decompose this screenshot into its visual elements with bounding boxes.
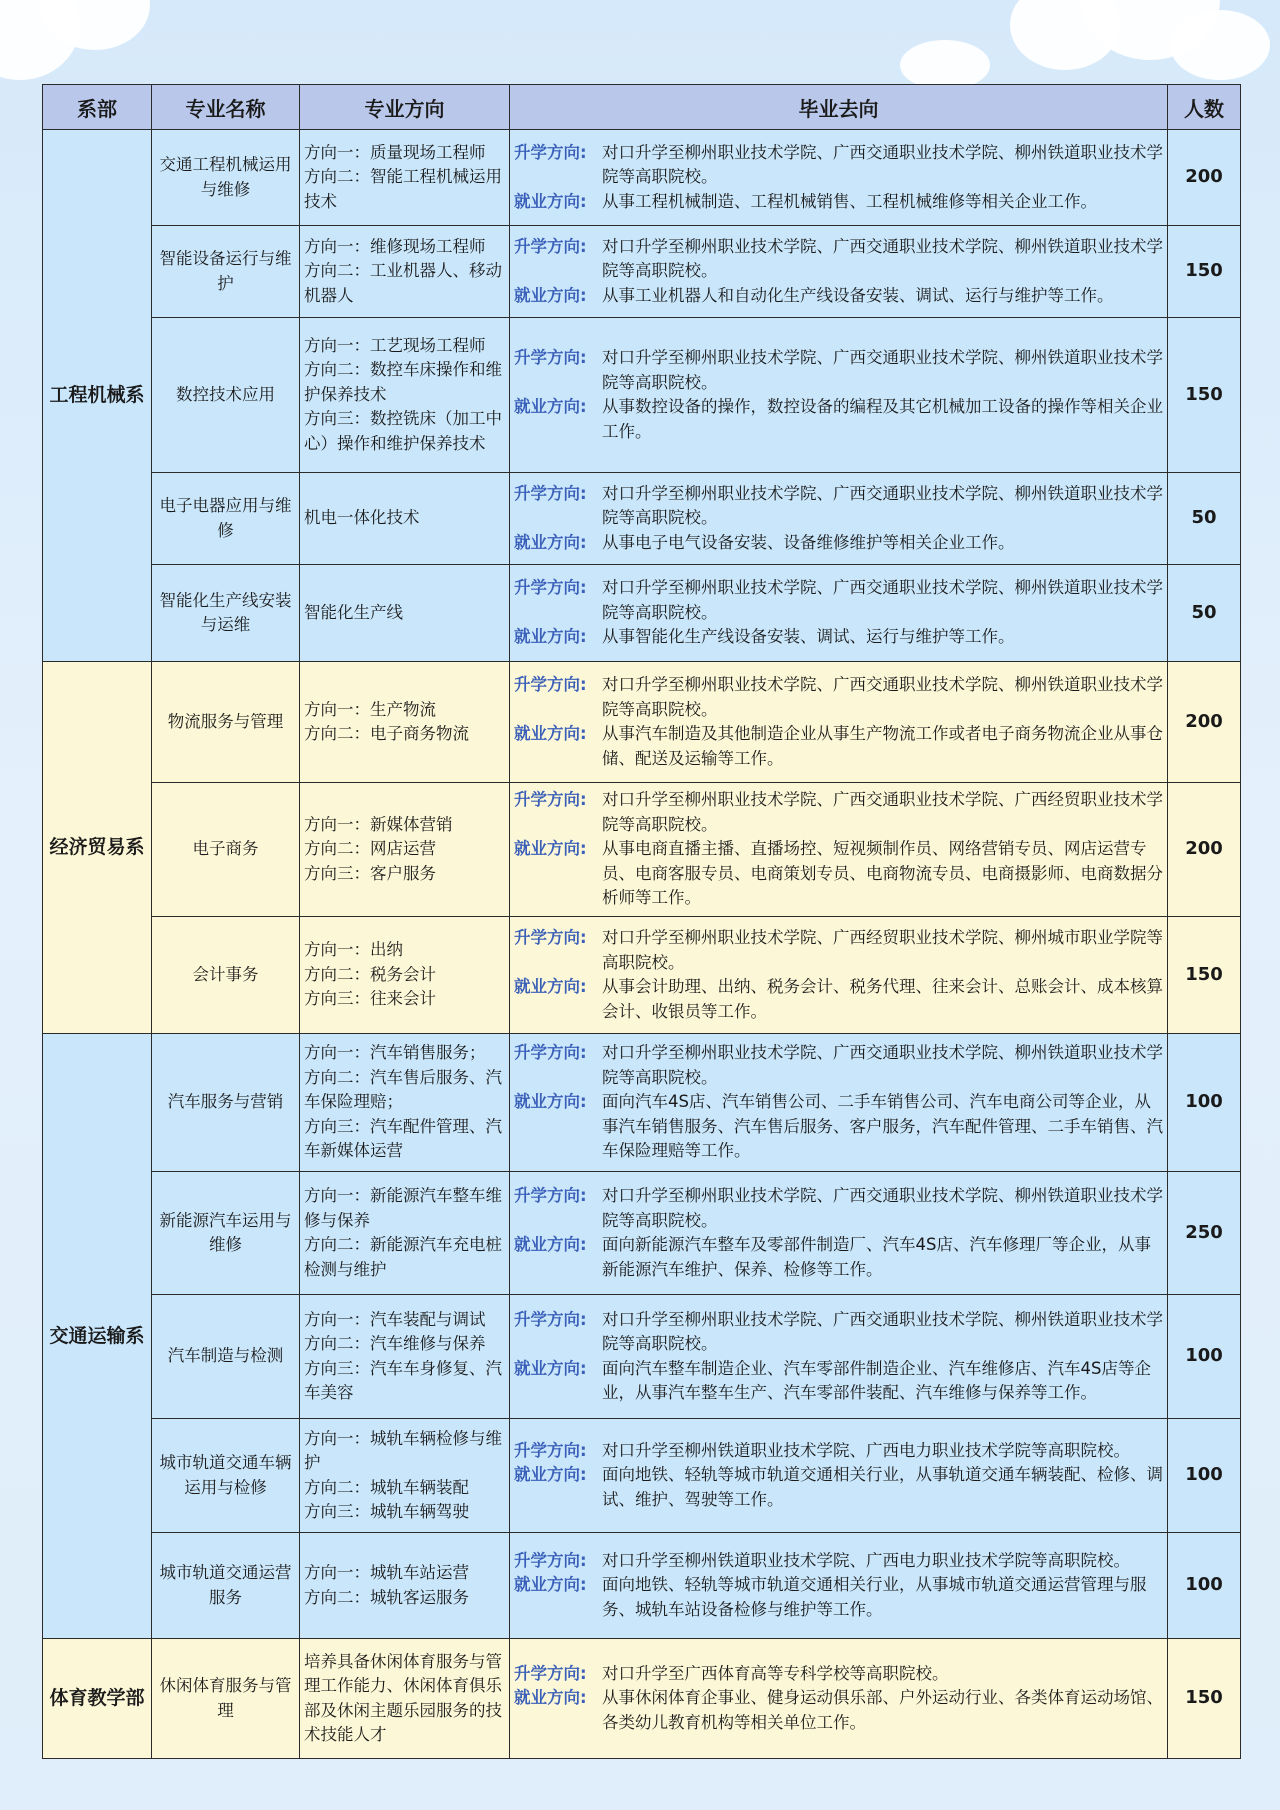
direction-item: 方向一：质量现场工程师 [304,142,486,162]
employment-path-text: 面向汽车整车制造企业、汽车零部件制造企业、汽车维修店、汽车4S店等企业，从事汽车整车生产、汽车零部件装配、汽车维修与保养等工作。 [602,1358,1151,1402]
graduate-destination-cell [510,226,1168,318]
study-path-text: 对口升学至柳州职业技术学院、广西交通职业技术学院、柳州铁道职业技术学院等高职院校。 [602,483,1163,528]
study-path-line [514,141,1163,190]
graduate-destination-cell [510,1533,1168,1639]
study-path-text: 对口升学至柳州职业技术学院、广西交通职业技术学院、柳州铁道职业技术学院等高职院校。 [602,675,1163,719]
department-cell: 工程机械系 [43,130,152,662]
major-name-cell: 休闲体育服务与管理 [152,1639,300,1759]
major-name-cell: 交通工程机械运用与维修 [152,130,300,226]
major-direction-cell [300,917,510,1034]
table-row [43,318,1241,473]
employment-path-text: 从事电商直播主播、直播场控、短视频制作员、网络营销专员、网店运营专员、电商客服专员、电商策划专员、电商物流专员、电商摄影师、电商数据分析师等工作。 [602,839,1163,908]
study-path-text: 对口升学至柳州职业技术学院、广西交通职业技术学院、广西经贸职业技术学院等高职院校。 [602,790,1163,834]
employment-path-text: 面向新能源汽车整车及零部件制造厂、汽车4S店、汽车修理厂等企业，从事新能源汽车维护、保养、检修等工作。 [602,1235,1151,1279]
direction-item: 智能化生产线 [304,602,403,622]
enrollment-count-cell: 250 [1168,1172,1241,1295]
employment-path-label: 就业方向: [514,1358,587,1378]
table-row [43,1639,1241,1759]
graduate-destination-cell [510,473,1168,565]
enrollment-count-cell: 200 [1168,130,1241,226]
study-path-text: 对口升学至柳州铁道职业技术学院、广西电力职业技术学院等高职院校。 [602,1550,1130,1570]
enrollment-count-cell: 100 [1168,1419,1241,1533]
direction-item: 方向二：电子商务物流 [304,724,469,743]
direction-item: 方向二：城轨车辆装配 [304,1477,469,1497]
employment-path-text: 从事电子电气设备安装、设备维修维护等相关企业工作。 [602,532,1015,552]
employment-path-text: 面向地铁、轻轨等城市轨道交通相关行业，从事城市轨道交通运营管理与服务、城轨车站设备检修与维护等工作。 [602,1575,1147,1619]
table-body [43,130,1241,1759]
direction-item: 方向一：出纳 [304,940,403,960]
study-path-line [514,673,1163,722]
direction-item: 方向三：汽车车身修复、汽车美容 [304,1358,502,1402]
study-path-line [514,235,1163,284]
graduate-destination-cell [510,1295,1168,1419]
major-direction-cell [300,1419,510,1533]
study-path-text: 对口升学至柳州铁道职业技术学院、广西电力职业技术学院等高职院校。 [602,1440,1130,1460]
study-path-label: 升学方向: [514,236,587,256]
major-direction-cell [300,1295,510,1419]
cloud-decoration-right-3 [1170,10,1270,80]
graduate-destination-cell [510,917,1168,1034]
major-name-cell: 数控技术应用 [152,318,300,473]
study-path-text: 对口升学至柳州职业技术学院、广西交通职业技术学院、柳州铁道职业技术学院等高职院校。 [602,1043,1163,1087]
graduate-destination-cell [510,1034,1168,1172]
major-name-cell: 城市轨道交通运营服务 [152,1533,300,1639]
study-path-label: 升学方向: [514,1550,587,1570]
employment-path-line [514,1357,1163,1406]
major-name-cell: 汽车服务与营销 [152,1034,300,1172]
study-path-text: 对口升学至广西体育高等专科学校等高职院校。 [602,1663,949,1683]
enrollment-count-cell: 150 [1168,917,1241,1034]
employment-path-text: 从事汽车制造及其他制造企业从事生产物流工作或者电子商务物流企业从事仓储、配送及运输等工作。 [602,724,1163,768]
direction-item: 方向二：工业机器人、移动机器人 [304,261,502,305]
direction-item: 方向二：汽车维修与保养 [304,1334,486,1353]
employment-path-line [514,1233,1163,1282]
table-row [43,226,1241,318]
enrollment-count-cell: 200 [1168,662,1241,783]
major-direction-cell [300,783,510,917]
major-direction-cell [300,565,510,662]
table-row [43,130,1241,226]
employment-path-text: 从事工业机器人和自动化生产线设备安装、调试、运行与维护等工作。 [602,285,1114,305]
header-major-name: 专业名称 [152,85,300,130]
header-graduate-destination: 毕业去向 [510,85,1168,130]
direction-item: 方向三：往来会计 [304,989,436,1009]
major-table-container [42,84,1240,1759]
direction-item: 方向三：客户服务 [304,863,436,883]
cloud-decoration-mid [900,40,990,90]
table-row [43,1419,1241,1533]
enrollment-count-cell: 150 [1168,318,1241,473]
major-direction-cell [300,662,510,783]
direction-item: 方向三：数控铣床（加工中心）操作和维护保养技术 [304,409,502,453]
employment-path-label: 就业方向: [514,1235,587,1254]
major-name-cell: 会计事务 [152,917,300,1034]
study-path-label: 升学方向: [514,1440,587,1460]
study-path-line [514,1662,1163,1687]
direction-item: 方向二：税务会计 [304,964,436,984]
table-row [43,473,1241,565]
study-path-label: 升学方向: [514,348,587,367]
table-row [43,917,1241,1034]
study-path-label: 升学方向: [514,1663,587,1683]
employment-path-line [514,1090,1163,1164]
major-name-cell: 智能设备运行与维护 [152,226,300,318]
employment-path-label: 就业方向: [514,532,587,552]
employment-path-label: 就业方向: [514,839,587,859]
employment-path-text: 从事休闲体育企事业、健身运动俱乐部、户外运动行业、各类体育运动场馆、各类幼儿教育机构等相关单位工作。 [602,1688,1163,1732]
major-name-cell: 电子电器应用与维修 [152,473,300,565]
major-table [42,84,1241,1759]
study-path-line [514,926,1163,975]
study-path-label: 升学方向: [514,675,587,694]
employment-path-line [514,975,1163,1024]
direction-item: 方向一：维修现场工程师 [304,236,486,256]
direction-item: 方向一：工艺现场工程师 [304,335,486,355]
enrollment-count-cell: 150 [1168,226,1241,318]
study-path-label: 升学方向: [514,790,587,810]
study-path-line [514,1184,1163,1233]
employment-path-label: 就业方向: [514,1575,587,1595]
study-path-line [514,1041,1163,1090]
employment-path-line [514,1463,1163,1512]
employment-path-label: 就业方向: [514,1092,587,1112]
study-path-label: 升学方向: [514,483,587,503]
employment-path-line [514,395,1163,444]
study-path-line [514,482,1163,531]
major-name-cell: 智能化生产线安装与运维 [152,565,300,662]
table-row [43,565,1241,662]
header-major-direction: 专业方向 [300,85,510,130]
table-row [43,662,1241,783]
study-path-line [514,346,1163,395]
table-row [43,1295,1241,1419]
table-header-row [43,85,1241,130]
employment-path-line [514,190,1163,215]
employment-path-label: 就业方向: [514,1688,587,1708]
employment-path-label: 就业方向: [514,1465,587,1485]
direction-item: 方向二：城轨客运服务 [304,1587,469,1607]
study-path-label: 升学方向: [514,1043,587,1063]
employment-path-label: 就业方向: [514,627,587,647]
direction-item: 培养具备休闲体育服务与管理工作能力、休闲体育俱乐部及休闲主题乐园服务的技术技能人才 [304,1651,502,1744]
employment-path-text: 面向地铁、轻轨等城市轨道交通相关行业，从事轨道交通车辆装配、检修、调试、维护、驾驶等工作。 [602,1465,1163,1509]
employment-path-label: 就业方向: [514,285,587,305]
major-name-cell: 汽车制造与检测 [152,1295,300,1419]
direction-item: 方向三：汽车配件管理、汽车新媒体运营 [304,1116,502,1161]
study-path-line [514,788,1163,837]
study-path-text: 对口升学至柳州职业技术学院、广西交通职业技术学院、柳州铁道职业技术学院等高职院校。 [602,348,1163,392]
employment-path-label: 就业方向: [514,724,587,743]
employment-path-text: 面向汽车4S店、汽车销售公司、二手车销售公司、汽车电商公司等企业，从事汽车销售服务、汽车售后服务、客户服务，汽车配件管理、二手车销售、汽车保险理赔等工作。 [602,1092,1163,1161]
study-path-line [514,1439,1163,1464]
major-direction-cell [300,1639,510,1759]
study-path-label: 升学方向: [514,1186,587,1205]
enrollment-count-cell: 200 [1168,783,1241,917]
department-cell: 体育教学部 [43,1639,152,1759]
major-direction-cell [300,473,510,565]
study-path-label: 升学方向: [514,928,587,947]
employment-path-line [514,1686,1163,1735]
graduate-destination-cell [510,565,1168,662]
direction-item: 方向二：网店运营 [304,839,436,859]
header-department: 系部 [43,85,152,130]
table-row [43,1533,1241,1639]
graduate-destination-cell [510,318,1168,473]
direction-item: 方向一：城轨车站运营 [304,1563,469,1582]
major-name-cell: 电子商务 [152,783,300,917]
direction-item: 方向二：智能工程机械运用技术 [304,167,502,211]
direction-item: 方向二：汽车售后服务、汽车保险理赔； [304,1067,502,1112]
major-direction-cell [300,226,510,318]
enrollment-count-cell: 100 [1168,1295,1241,1419]
employment-path-line [514,625,1163,650]
direction-item: 机电一体化技术 [304,508,420,528]
direction-item: 方向一：汽车销售服务； [304,1043,486,1063]
enrollment-count-cell: 100 [1168,1533,1241,1639]
study-path-text: 对口升学至柳州职业技术学院、广西交通职业技术学院、柳州铁道职业技术学院等高职院校。 [602,236,1163,281]
employment-path-text: 从事智能化生产线设备安装、调试、运行与维护等工作。 [602,627,1015,647]
direction-item: 方向一：新能源汽车整车维修与保养 [304,1186,502,1230]
study-path-text: 对口升学至柳州职业技术学院、广西交通职业技术学院、柳州铁道职业技术学院等高职院校。 [602,578,1163,622]
study-path-text: 对口升学至柳州职业技术学院、广西交通职业技术学院、柳州铁道职业技术学院等高职院校。 [602,1186,1163,1230]
graduate-destination-cell [510,130,1168,226]
graduate-destination-cell [510,783,1168,917]
major-direction-cell [300,1034,510,1172]
major-direction-cell [300,130,510,226]
major-name-cell: 城市轨道交通车辆运用与检修 [152,1419,300,1533]
study-path-text: 对口升学至柳州职业技术学院、广西交通职业技术学院、柳州铁道职业技术学院等高职院校。 [602,1309,1163,1353]
study-path-label: 升学方向: [514,578,587,598]
graduate-destination-cell [510,662,1168,783]
study-path-text: 对口升学至柳州职业技术学院、广西经贸职业技术学院、柳州城市职业学院等高职院校。 [602,928,1163,972]
department-cell: 交通运输系 [43,1034,152,1639]
graduate-destination-cell [510,1172,1168,1295]
study-path-label: 升学方向: [514,1309,587,1329]
enrollment-count-cell: 150 [1168,1639,1241,1759]
direction-item: 方向一：新媒体营销 [304,814,453,834]
study-path-line [514,1549,1163,1574]
graduate-destination-cell [510,1639,1168,1759]
direction-item: 方向一：汽车装配与调试 [304,1309,486,1329]
employment-path-text: 从事会计助理、出纳、税务会计、税务代理、往来会计、总账会计、成本核算会计、收银员等工作。 [602,977,1163,1021]
employment-path-text: 从事数控设备的操作，数控设备的编程及其它机械加工设备的操作等相关企业工作。 [602,397,1163,441]
major-direction-cell [300,1172,510,1295]
employment-path-line [514,722,1163,771]
employment-path-label: 就业方向: [514,397,587,416]
direction-item: 方向二：新能源汽车充电桩检测与维护 [304,1235,502,1279]
employment-path-line [514,1573,1163,1622]
study-path-line [514,576,1163,625]
employment-path-label: 就业方向: [514,977,587,996]
major-direction-cell [300,1533,510,1639]
header-enrollment-count: 人数 [1168,85,1241,130]
direction-item: 方向一：生产物流 [304,699,436,719]
study-path-line [514,1308,1163,1357]
employment-path-text: 从事工程机械制造、工程机械销售、工程机械维修等相关企业工作。 [602,191,1097,211]
table-row [43,1172,1241,1295]
employment-path-line [514,531,1163,556]
table-row [43,1034,1241,1172]
major-name-cell: 新能源汽车运用与维修 [152,1172,300,1295]
major-direction-cell [300,318,510,473]
employment-path-line [514,837,1163,911]
study-path-label: 升学方向: [514,142,587,162]
direction-item: 方向一：城轨车辆检修与维护 [304,1428,502,1472]
direction-item: 方向二：数控车床操作和维护保养技术 [304,360,502,404]
employment-path-line [514,284,1163,309]
department-cell: 经济贸易系 [43,662,152,1034]
enrollment-count-cell: 50 [1168,565,1241,662]
enrollment-count-cell: 100 [1168,1034,1241,1172]
employment-path-label: 就业方向: [514,191,587,211]
table-row [43,783,1241,917]
direction-item: 方向三：城轨车辆驾驶 [304,1502,469,1521]
graduate-destination-cell [510,1419,1168,1533]
major-name-cell: 物流服务与管理 [152,662,300,783]
enrollment-count-cell: 50 [1168,473,1241,565]
study-path-text: 对口升学至柳州职业技术学院、广西交通职业技术学院、柳州铁道职业技术学院等高职院校。 [602,142,1163,187]
